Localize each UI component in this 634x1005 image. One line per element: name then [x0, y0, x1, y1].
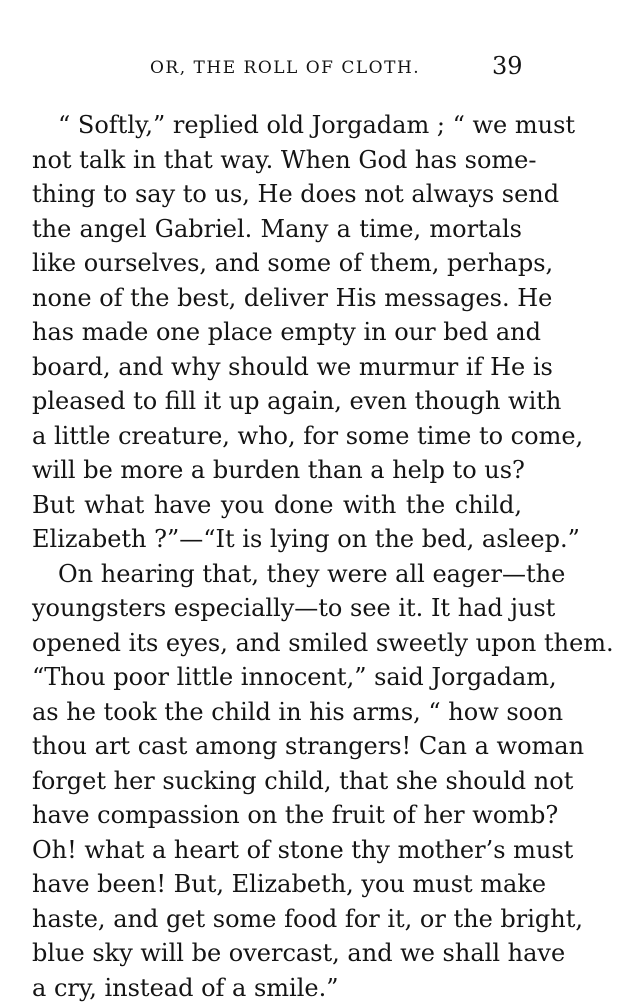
text-line: will be more a burden than a help to us?	[32, 453, 522, 488]
body-text	[32, 108, 522, 1005]
text-line: have been! But, Elizabeth, you must make	[32, 867, 522, 902]
text-line: board, and why should we murmur if He is	[32, 350, 522, 385]
text-line: “Thou poor little innocent,” said Jorgadam,	[32, 660, 522, 695]
text-line: pleased to fill it up again, even though with	[32, 384, 522, 419]
text-line: the angel Gabriel. Many a time, mortals	[32, 212, 522, 247]
text-line: blue sky will be overcast, and we shall have	[32, 936, 522, 971]
text-line: opened its eyes, and smiled sweetly upon them.	[32, 626, 522, 661]
text-line: On hearing that, they were all eager—the	[32, 557, 522, 592]
running-header: OR, THE ROLL OF CLOTH.	[150, 58, 420, 78]
text-line: Oh! what a heart of stone thy mother’s must	[32, 833, 522, 868]
text-line: haste, and get some food for it, or the bright,	[32, 902, 522, 937]
text-line: none of the best, deliver His messages. He	[32, 281, 522, 316]
text-line: forget her sucking child, that she should not	[32, 764, 522, 799]
text-line: have compassion on the fruit of her womb?	[32, 798, 522, 833]
text-line: thou art cast among strangers! Can a woman	[32, 729, 522, 764]
text-line: has made one place empty in our bed and	[32, 315, 522, 350]
text-line: “ Softly,” replied old Jorgadam ; “ we must	[32, 108, 522, 143]
text-line: as he took the child in his arms, “ how soon	[32, 695, 522, 730]
text-line: thing to say to us, He does not always send	[32, 177, 522, 212]
text-line: a cry, instead of a smile.”	[32, 971, 522, 1005]
text-line: a little creature, who, for some time to come,	[32, 419, 522, 454]
text-line: like ourselves, and some of them, perhaps,	[32, 246, 522, 281]
text-line: not talk in that way. When God has some-	[32, 143, 522, 178]
text-line: youngsters especially—to see it. It had just	[32, 591, 522, 626]
page-number: 39	[492, 52, 523, 80]
text-line: Elizabeth ?”—“It is lying on the bed, asleep.”	[32, 522, 522, 557]
text-line: But what have you done with the child,	[32, 488, 522, 523]
